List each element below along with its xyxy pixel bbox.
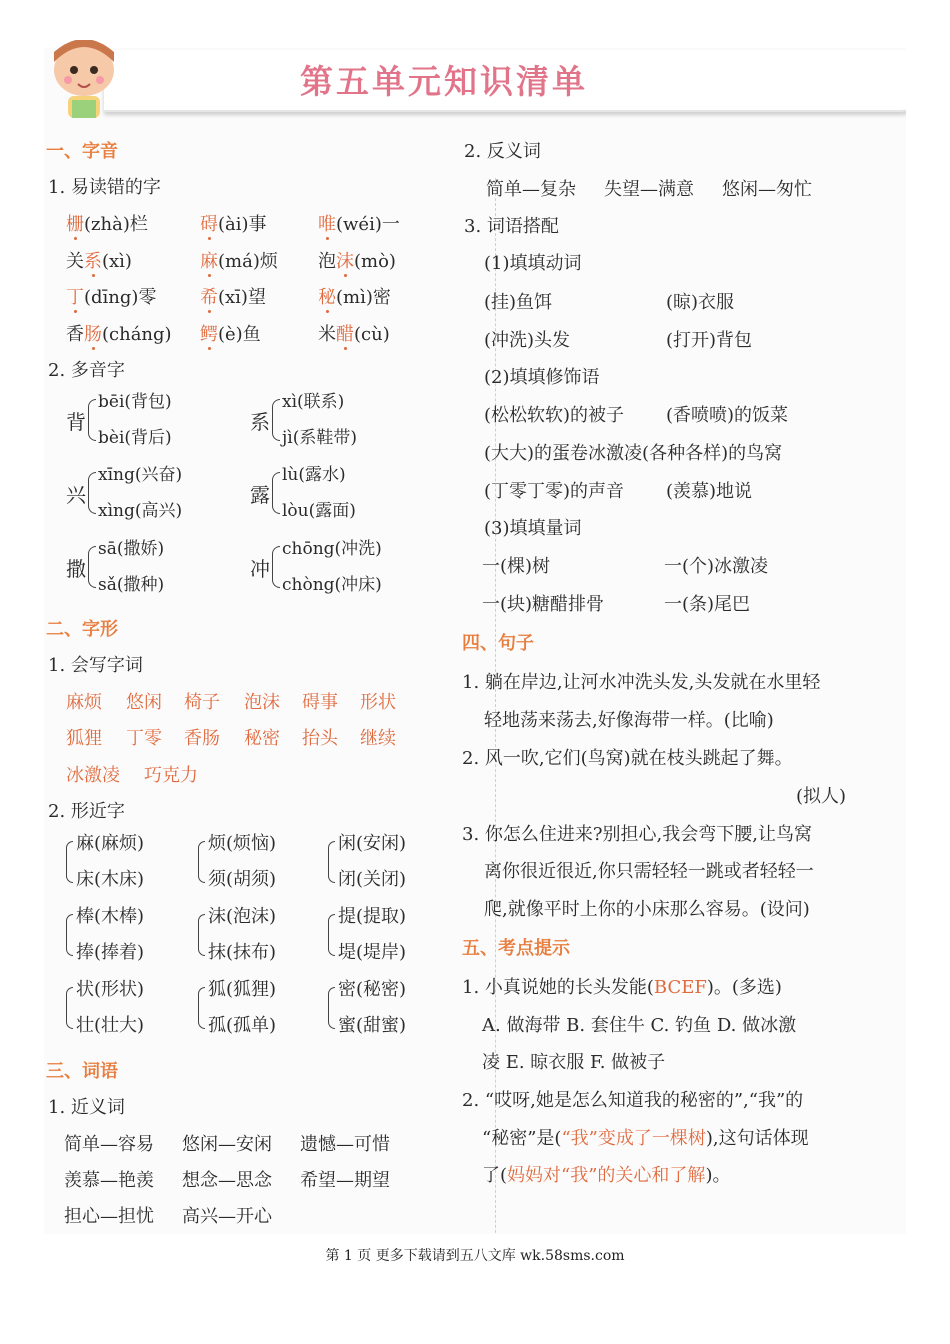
write-word: 巧克力 xyxy=(144,765,198,786)
similar-char-group: 状(形状) 壮(壮大) xyxy=(66,972,144,1044)
collocation-item: (晾)衣服 xyxy=(666,292,735,313)
question-line: 1. 小真说她的长头发能(BCEF)。(多选) xyxy=(462,977,782,998)
section-heading-kao-dian: 五、考点提示 xyxy=(462,938,570,959)
subheading-xiu-shi-yu: (2)填填修饰语 xyxy=(484,367,600,388)
similar-char-group: 狐(狐狸) 孤(孤单) xyxy=(198,972,276,1044)
subheading-duo-yin-zi: 2. 多音字 xyxy=(48,360,125,381)
sentence-line: 2. 风一吹,它们(鸟窝)就在枝头跳起了舞。 xyxy=(462,748,793,769)
write-word: 狐狸 xyxy=(66,728,102,749)
similar-char-group: 棒(木棒) 捧(捧着) xyxy=(66,899,144,971)
pinyin-item: 丁(dīng)零 xyxy=(66,287,157,308)
cartoon-girl-icon xyxy=(44,40,124,120)
synonym-pair: 简单—容易 xyxy=(64,1134,154,1155)
sentence-line: 爬,就像平时上你的小床那么容易。(设问) xyxy=(484,899,810,920)
collocation-item: 一(个)冰激凌 xyxy=(664,556,769,577)
pinyin-item: 香肠(cháng) xyxy=(66,324,172,345)
subheading-yi-du-cuo: 1. 易读错的字 xyxy=(48,177,161,198)
synonym-pair: 悠闲—安闲 xyxy=(182,1134,272,1155)
write-word: 形状 xyxy=(360,692,396,713)
pinyin-item: 秘(mì)密 xyxy=(318,287,391,308)
collocation-item: (大大)的蛋卷冰激凌(各种各样)的鸟窝 xyxy=(484,443,783,464)
question-line: 了(妈妈对“我”的关心和了解)。 xyxy=(482,1165,731,1186)
polyphone-group: 冲 chōng(冲洗) chòng(冲床) xyxy=(250,539,382,595)
antonym-pair: 失望—满意 xyxy=(604,179,694,200)
similar-char-group: 麻(麻烦) 床(木床) xyxy=(66,826,144,898)
polyphone-group: 兴 xīng(兴奋) xìng(高兴) xyxy=(66,465,183,521)
collocation-item: (香喷喷)的饭菜 xyxy=(666,405,789,426)
write-word: 香肠 xyxy=(184,728,220,749)
section-heading-zi-yin: 一、字音 xyxy=(46,141,118,162)
collocation-item: 一(棵)树 xyxy=(482,556,551,577)
question-options: A. 做海带 B. 套住牛 C. 钓鱼 D. 做冰激 xyxy=(482,1015,797,1036)
collocation-item: (丁零丁零)的声音 xyxy=(484,481,625,502)
question-options: 凌 E. 晾衣服 F. 做被子 xyxy=(482,1052,666,1073)
subheading-fan-yi-ci: 2. 反义词 xyxy=(464,141,541,162)
write-word: 继续 xyxy=(360,728,396,749)
write-word: 抬头 xyxy=(302,728,338,749)
sentence-line: (拟人) xyxy=(796,786,847,807)
write-word: 冰激凌 xyxy=(66,765,120,786)
subheading-hui-xie-zi-ci: 1. 会写字词 xyxy=(48,655,143,676)
subheading-xing-jin-zi: 2. 形近字 xyxy=(48,801,125,822)
similar-char-group: 闲(安闲) 闭(关闭) xyxy=(328,826,406,898)
synonym-pair: 羡慕—艳羡 xyxy=(64,1170,154,1191)
section-heading-ju-zi: 四、句子 xyxy=(462,633,534,654)
subheading-jin-yi-ci: 1. 近义词 xyxy=(48,1097,125,1118)
antonym-pair: 简单—复杂 xyxy=(486,179,576,200)
question-line: “秘密”是(“我”变成了一棵树),这句话体现 xyxy=(482,1128,809,1149)
polyphone-group: 露 lù(露水) lòu(露面) xyxy=(250,465,356,521)
subheading-liang-ci: (3)填填量词 xyxy=(484,518,582,539)
pinyin-item: 唯(wéi)一 xyxy=(318,214,400,235)
similar-char-group: 密(秘密) 蜜(甜蜜) xyxy=(328,972,406,1044)
question-line: 2. “哎呀,她是怎么知道我的秘密的”,“我”的 xyxy=(462,1090,804,1111)
antonym-pair: 悠闲—匆忙 xyxy=(722,179,812,200)
sentence-line: 1. 躺在岸边,让河水冲洗头发,头发就在水里轻 xyxy=(462,672,821,693)
pinyin-item: 栅(zhà)栏 xyxy=(66,214,148,235)
page-footer: 第 1 页 更多下载请到五八文库 wk.58sms.com xyxy=(325,1248,625,1264)
polyphone-group: 系 xì(联系) jì(系鞋带) xyxy=(250,392,357,448)
pinyin-item: 泡沫(mò) xyxy=(318,251,396,272)
collocation-item: (打开)背包 xyxy=(666,330,753,351)
similar-char-group: 提(提取) 堤(堤岸) xyxy=(328,899,406,971)
write-word: 麻烦 xyxy=(66,692,102,713)
collocation-item: 一(条)尾巴 xyxy=(664,594,751,615)
write-word: 椅子 xyxy=(184,692,220,713)
collocation-item: 一(块)糖醋排骨 xyxy=(482,594,605,615)
similar-char-group: 烦(烦恼) 须(胡须) xyxy=(198,826,276,898)
write-word: 秘密 xyxy=(244,728,280,749)
subheading-ci-yu-da-pei: 3. 词语搭配 xyxy=(464,216,559,237)
subheading-dong-ci: (1)填填动词 xyxy=(484,253,582,274)
synonym-pair: 希望—期望 xyxy=(300,1170,390,1191)
write-word: 悠闲 xyxy=(126,692,162,713)
pinyin-item: 碍(ài)事 xyxy=(200,214,267,235)
section-heading-ci-yu: 三、词语 xyxy=(46,1061,118,1082)
write-word: 碍事 xyxy=(302,692,338,713)
collocation-item: (松松软软)的被子 xyxy=(484,405,625,426)
similar-char-group: 沫(泡沫) 抹(抹布) xyxy=(198,899,276,971)
pinyin-item: 关系(xì) xyxy=(66,251,132,272)
write-word: 丁零 xyxy=(126,728,162,749)
polyphone-group: 背 bēi(背包) bèi(背后) xyxy=(66,392,172,448)
sentence-line: 轻地荡来荡去,好像海带一样。(比喻) xyxy=(484,710,774,731)
page-title: 第五单元知识清单 xyxy=(300,62,588,101)
pinyin-item: 麻(má)烦 xyxy=(200,251,278,272)
synonym-pair: 遗憾—可惜 xyxy=(300,1134,390,1155)
synonym-pair: 担心—担忧 xyxy=(64,1206,154,1227)
pinyin-item: 希(xī)望 xyxy=(200,287,266,308)
write-word: 泡沫 xyxy=(244,692,280,713)
sentence-line: 离你很近很近,你只需轻轻一跳或者轻轻一 xyxy=(484,861,814,882)
collocation-item: (挂)鱼饵 xyxy=(484,292,553,313)
polyphone-group: 撒 sā(撒娇) sǎ(撒种) xyxy=(66,539,165,595)
pinyin-item: 鳄(è)鱼 xyxy=(200,324,261,345)
synonym-pair: 想念—思念 xyxy=(182,1170,272,1191)
collocation-item: (冲洗)头发 xyxy=(484,330,571,351)
synonym-pair: 高兴—开心 xyxy=(182,1206,272,1227)
pinyin-item: 米醋(cù) xyxy=(318,324,390,345)
section-heading-zi-xing: 二、字形 xyxy=(46,619,118,640)
collocation-item: (羡慕)地说 xyxy=(666,481,753,502)
sentence-line: 3. 你怎么住进来?别担心,我会弯下腰,让鸟窝 xyxy=(462,824,812,845)
